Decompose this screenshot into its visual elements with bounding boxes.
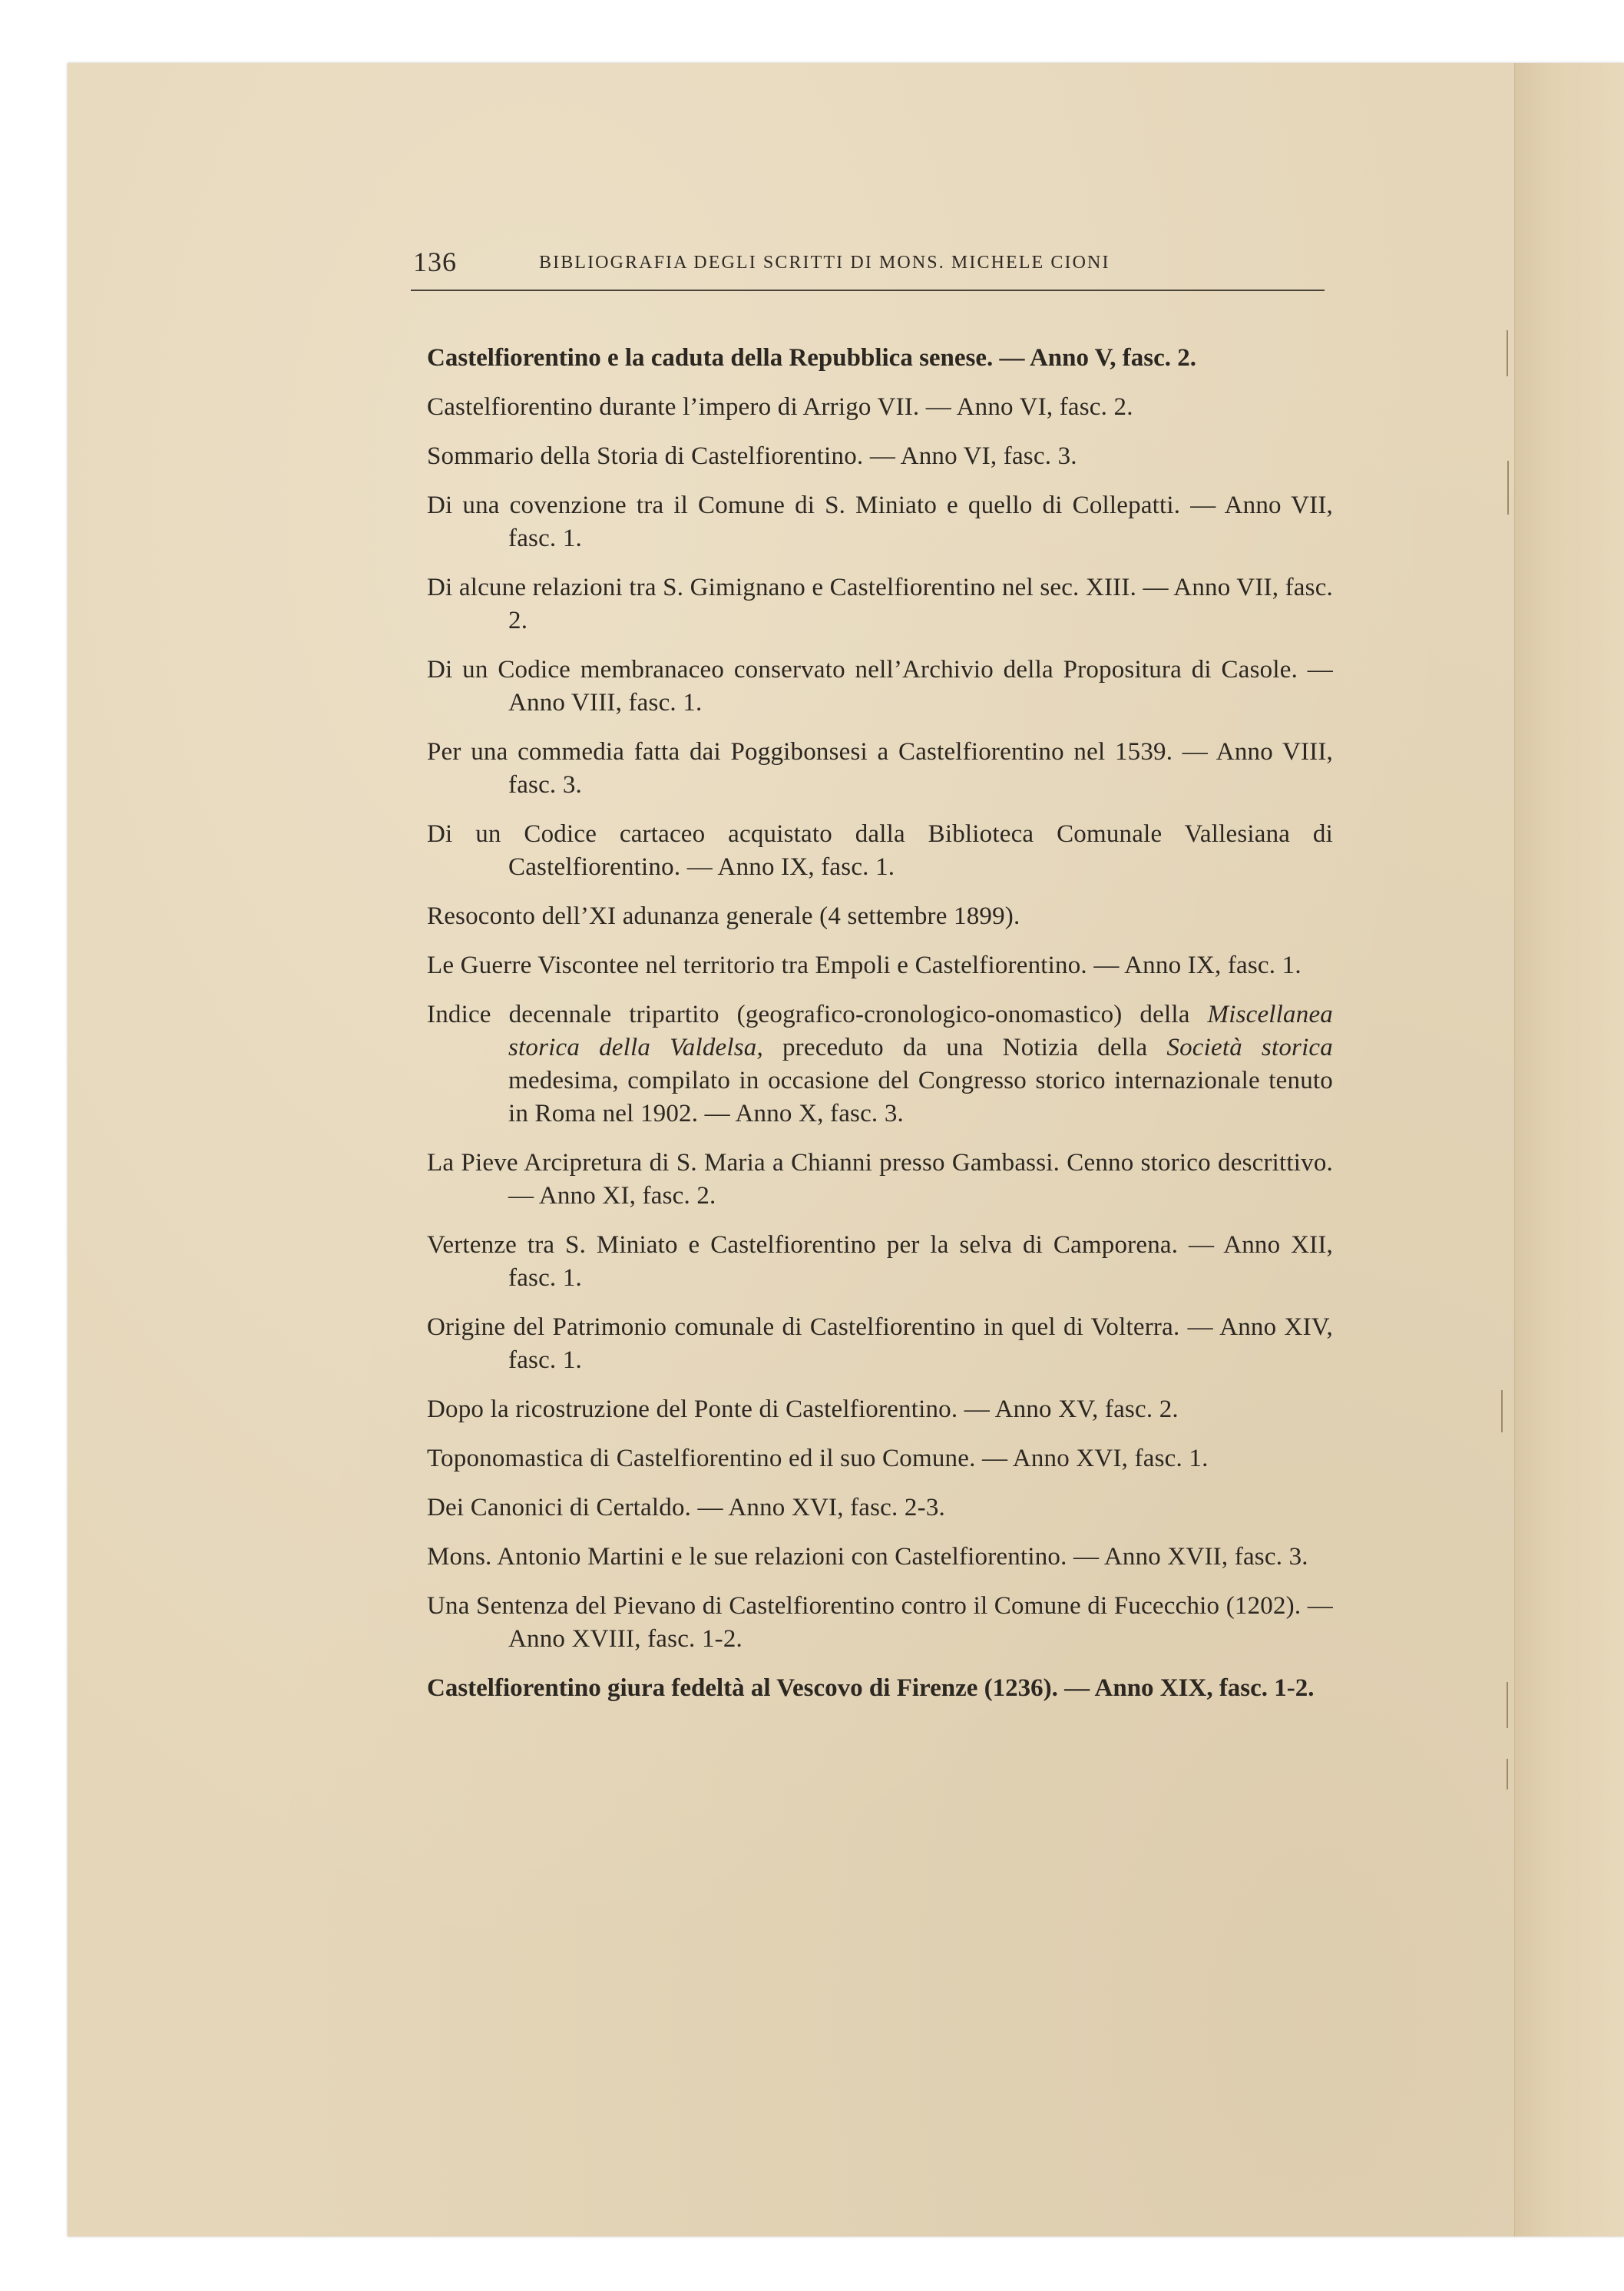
fold-mark — [1507, 1682, 1508, 1728]
bibliography-entry: Resoconto dell’XI adunanza generale (4 settembre 1899). — [427, 902, 1020, 930]
fold-mark — [1507, 461, 1509, 515]
bibliography-entry: Origine del Patrimonio comunale di Castelfiorentino in quel di Volterra. — Anno XIV, fasc. 1. — [427, 1313, 1333, 1374]
bibliography-entry: Di un Codice cartaceo acquistato dalla Biblioteca Comunale Vallesiana di Castelfiorentino. — Anno IX, fasc. 1. — [427, 820, 1333, 881]
bibliography-entry: Castelfiorentino giura fedeltà al Vescovo di Firenze (1236). — Anno XIX, fasc. 1-2. — [427, 1674, 1315, 1702]
bibliography-entry: Di un Codice membranaceo conservato nell’Archivio della Propositura di Casole. — Anno VIII, fasc. 1. — [427, 656, 1333, 717]
bibliography-entry: Vertenze tra S. Miniato e Castelfiorentino per la selva di Camporena. — Anno XII, fasc. 1. — [427, 1231, 1333, 1292]
header-rule — [411, 290, 1325, 291]
running-header — [407, 238, 1328, 292]
entry-text: preceduto da una Notizia della — [762, 1034, 1167, 1061]
bibliography-entry: Dopo la ricostruzione del Ponte di Castelfiorentino. — Anno XV, fasc. 2. — [427, 1395, 1179, 1423]
bibliography-entry: Castelfiorentino durante l’impero di Arrigo VII. — Anno VI, fasc. 2. — [427, 393, 1133, 421]
bibliography-entry: Una Sentenza del Pievano di Castelfiorentino contro il Comune di Fucecchio (1202). — Anno XVIII, fasc. 1-2. — [427, 1592, 1333, 1653]
page-fold-strip — [1514, 63, 1624, 2236]
bibliography-entry: Di alcune relazioni tra S. Gimignano e Castelfiorentino nel sec. XIII. — Anno VII, fasc. 2. — [427, 574, 1333, 634]
bibliography-entry: Castelfiorentino e la caduta della Repubblica senese. — Anno V, fasc. 2. — [427, 344, 1196, 372]
fold-mark — [1507, 1759, 1508, 1789]
bibliography-entry: La Pieve Arcipretura di S. Maria a Chianni presso Gambassi. Cenno storico descrittivo. — Anno XI, fasc. 2. — [427, 1149, 1333, 1210]
society-title: Società storica — [1166, 1034, 1333, 1061]
bibliography-entry: Toponomastica di Castelfiorentino ed il suo Comune. — Anno XVI, fasc. 1. — [427, 1445, 1209, 1472]
bibliography-entry: Le Guerre Viscontee nel territorio tra Empoli e Castelfiorentino. — Anno IX, fasc. 1. — [427, 952, 1302, 979]
running-title: BIBLIOGRAFIA DEGLI SCRITTI DI MONS. MICHELE CIONI — [539, 253, 1110, 273]
entry-text: Indice decennale tripartito (geografico-cronologico-onomastico) della — [427, 1001, 1208, 1028]
bibliography-entry: Sommario della Storia di Castelfiorentino. — Anno VI, fasc. 3. — [427, 442, 1077, 470]
bibliography-list — [427, 342, 1333, 1721]
bibliography-entry — [427, 998, 1333, 1131]
bibliography-entry: Per una commedia fatta dai Poggibonsesi a Castelfiorentino nel 1539. — Anno VIII, fasc. 3. — [427, 738, 1333, 799]
fold-mark — [1507, 330, 1508, 376]
journal-title: Miscellanea storica della Valdelsa, — [508, 1001, 1333, 1061]
bibliography-entry: Di una covenzione tra il Comune di S. Miniato e quello di Collepatti. — Anno VII, fasc. 1. — [427, 492, 1333, 552]
entry-text: medesima, compilato in occasione del Congresso storico internazionale tenuto in Roma nel 1902. — Anno X, fasc. 3. — [508, 1067, 1333, 1127]
bibliography-entry: Dei Canonici di Certaldo. — Anno XVI, fasc. 2-3. — [427, 1494, 945, 1521]
fold-mark — [1501, 1390, 1503, 1432]
page-number: 136 — [413, 247, 457, 277]
bibliography-entry: Mons. Antonio Martini e le sue relazioni con Castelfiorentino. — Anno XVII, fasc. 3. — [427, 1543, 1308, 1571]
